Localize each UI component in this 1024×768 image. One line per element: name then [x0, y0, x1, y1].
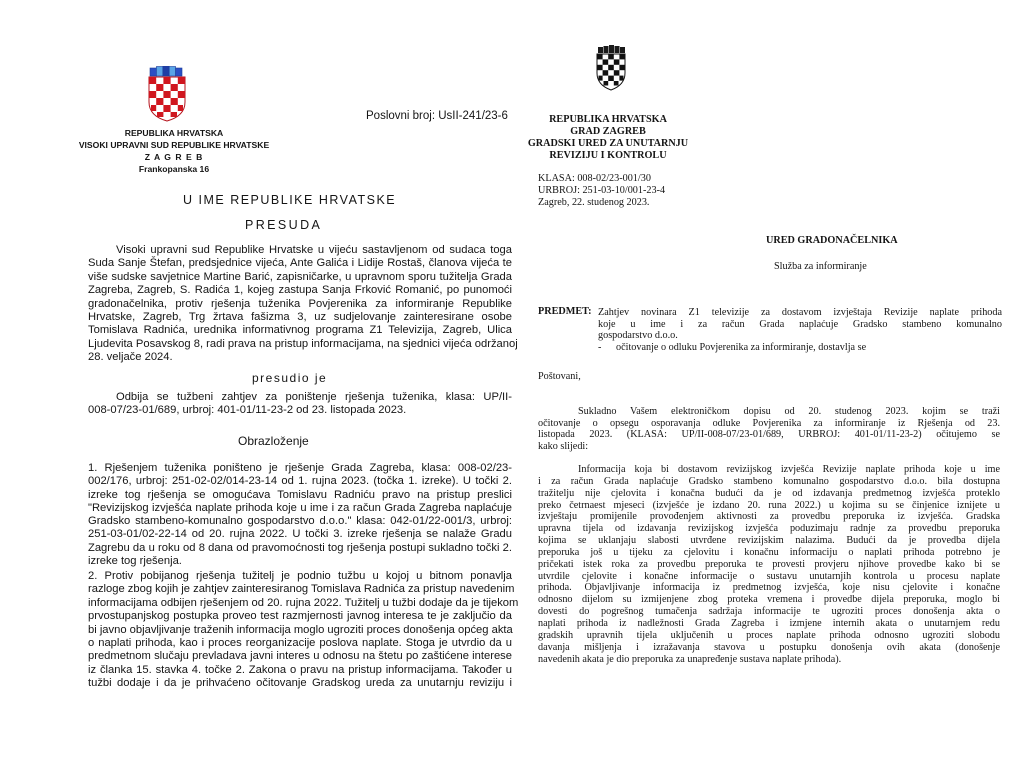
reasoning-line: 251-03-01/02-22-14 od 20. rujna 2022. U točki 3. izreke rješenja se nalaže Gradu — [88, 528, 512, 541]
letter-body-line: davanja mišljenja i izražavanja stavova u postupku donošenja ovih akata (donošenje — [538, 641, 1000, 653]
recipient-office: URED GRADONAČELNIKA — [766, 235, 898, 246]
office-header-line-4: REVIZIJU I KONTROLU — [549, 150, 667, 161]
recipient-service: Služba za informiranje — [774, 261, 867, 272]
intro-line: Tomislava Radnića, urednika informativnog programa Z1 Televizija, Zagreb, Ulica — [88, 324, 512, 337]
verdict-paragraph — [116, 391, 512, 404]
title-judgment: PRESUDA — [245, 218, 323, 232]
court-header-line-3: Z A G R E B — [144, 152, 204, 162]
letter-body-line: tražitelju nije cjelovita i konačna budući da je od izdavanja predmetnog izvješća proteklo — [538, 487, 1000, 499]
letter-intro-paragraph — [538, 406, 1000, 452]
subject-line: gospodarstvo d.o.o. — [598, 330, 678, 342]
letter-intro-line: listopada 2023. (KLASA: UP/II-008-07/23-01/689, URBROJ: 401-01/11-23-2) očitujemo se — [538, 429, 1000, 441]
subject-bullet-dash: - — [598, 342, 602, 353]
class-number: KLASA: 008-02/23-001/30 — [538, 173, 651, 184]
court-header-line-2: VISOKI UPRAVNI SUD REPUBLIKE HRVATSKE — [78, 140, 270, 150]
letter-body-line: naplati prihoda iz nadležnosti Grada Zagreba i izmjene internih akata o unutarnjem redu — [538, 617, 1000, 629]
reasoning-line: predmetnom slučaju prevladava javni interes u odnosu na štetu po zaštićene interese — [88, 650, 512, 663]
reasoning-line: prvostupanjskog postupka proveo test razmjernosti javnog interesa te je zaključio da — [88, 610, 512, 623]
letter-body-line: pričekati istek roka za provedbu preporuka te provesti provjeru njihove provedbe kako bi se — [538, 558, 1000, 570]
letter-intro-line: očitovanje o opsegu osporavanja odluke Povjerenika za informiranje iz Rješenja od 23. — [538, 417, 1000, 429]
letter-intro-line: kako slijedi: — [538, 440, 589, 452]
office-header-line-2: GRAD ZAGREB — [570, 126, 646, 137]
office-header-line-1: REPUBLIKA HRVATSKA — [549, 114, 667, 125]
reasoning-line: 1. Rješenjem tuženika poništeno je rješenje Grada Zagreba, klasa: 008-02/23- — [88, 462, 512, 474]
subject-text — [598, 307, 1002, 342]
letter-body-line: navedenih akata je dio preporuka za unapređenje sustava naplate prihoda). — [538, 653, 842, 665]
letter-body-line: odnosno dijelom su izmijenjene zbog proteka vremena i provedbe dijela preporuka, moglo bi — [538, 594, 1000, 606]
reasoning-line: razloge zbog kojih je zahtjev zainteresiranog Tomislava Radnića za pristup navedenim — [88, 583, 515, 596]
case-number: Poslovni broj: UsII-241/23-6 — [366, 110, 508, 122]
intro-line: Zagreba, Zagreb, S. Radića 1, kojeg zastupa Sanja Frković Romanić, po punomoći — [88, 284, 512, 297]
intro-line: Ljudevita Posavskog 8, radi prava na pristup informacijama, na sjednici vijeća održanoj — [88, 337, 518, 350]
letter-body-line: prihoda. Objavljivanje informacija iz predmetnog izvješća, koje nisu cjelovite i konačne — [538, 582, 1000, 594]
ruled-heading: presudio je — [252, 371, 328, 385]
reasoning-paragraph-1 — [88, 462, 512, 568]
registry-number: URBROJ: 251-03-10/001-23-4 — [538, 185, 666, 196]
letter-body-line: upravna tijela od izdavanja revizijskog izvješća poduzimaju radnje za provedbu preporuka — [538, 523, 1000, 535]
reasoning-paragraph-2 — [88, 570, 519, 691]
subject-line: koje u ime i za račun Grada naplaćuje Gradsko stambeno komunalno — [598, 318, 1002, 330]
letter-body-line: gradskih upravnih tijela uključenih u proces naplate prihoda odnosno ugroziti slobodu — [538, 629, 1000, 641]
reasoning-line: Gradsko stambeno-komunalno gospodarstvo d.o.o." klasa: 042-01/22-001/3, urbroj: — [88, 515, 512, 528]
intro-line: Visoki upravni sud Republike Hrvatske u vijeću sastavljenom od sudaca toga — [116, 244, 512, 256]
letter-body-line: preporuka još u tijeku za cjelovitu i konačnu informaciju o naplati prihoda potrebno je — [538, 546, 1000, 558]
intro-line: 28. veljače 2024. — [88, 351, 173, 364]
reasoning-heading: Obrazloženje — [238, 434, 309, 448]
city-audit-letter-page — [518, 0, 1024, 768]
reasoning-line: bi javno objavljivanje traženih informacija moglo ugroziti proces donošenja općeg akta — [88, 623, 513, 636]
letter-body-line: i za račun Grada naplaćuje Gradsko stambeno komunalno gospodarstvo d.o.o. bila dostupna — [538, 475, 1000, 487]
letter-body-line: izvještaju promijenile provođenjem aktivnosti za provedbu preporuka iz izvješća. Gradska — [538, 511, 1000, 523]
reasoning-line: 002/176, urbroj: 251-02-02/014-23-14 od 1. rujna 2023. (točka 1. izreke). U točki 2. — [88, 475, 512, 488]
letter-body-line: preko četrnaest mjeseci (izvješće je izdano 20. runa 2022.) u kojima su se činjenice iznijete u — [538, 499, 1000, 511]
croatian-coat-of-arms-icon — [147, 66, 187, 122]
reasoning-line: iz članka 15. stavka 4. točke 2. Zakona o pravu na pristup informacijama. Također u — [88, 663, 512, 676]
subject-label: PREDMET: — [538, 306, 592, 317]
intro-line: Hrvatske, Zagreb, Trg žrtava fašizma 3, uz sudjelovanje zainteresirane osobe — [88, 311, 512, 324]
intro-line: više sudske savjetnice Martine Barić, zapisničarke, u upravnom sporu tužitelja Grada — [88, 270, 512, 283]
subject-bullet: očitovanje o odluku Povjerenika za informiranje, dostavlja se — [616, 342, 867, 353]
reasoning-line: izreke tog rješenja. — [88, 555, 182, 568]
reasoning-line: o naplati prihoda, kao i proces reorganizacije poslova naplate. Stoga je utvrdio da u — [88, 637, 512, 650]
reasoning-line: 2. Protiv pobijanog rješenja tužitelj je podnio tužbu u kojoj u bitnom ponavlja — [88, 570, 512, 582]
reasoning-line: informacijama odbijen rješenjem od 20. rujna 2022. Tužitelj u tužbi dodaje da je tijekom — [88, 596, 519, 609]
greeting: Poštovani, — [538, 371, 581, 382]
coat-of-arms-bw-icon — [596, 45, 626, 91]
subject-line: Zahtjev novinara Z1 televizije za dostavom izvještaja Revizije naplate prihoda — [598, 307, 1002, 318]
court-header-line-1: REPUBLIKA HRVATSKA — [124, 128, 224, 138]
verdict-line: 008-07/23-01/689, urbroj: 401-01/11-23-2 od 23. listopada 2023. — [88, 404, 407, 416]
letter-date: Zagreb, 22. studenog 2023. — [538, 197, 650, 208]
letter-intro-line: Sukladno Vašem elektroničkom dopisu od 20. studenog 2023. kojim se traži — [578, 406, 1000, 417]
office-header-line-3: GRADSKI URED ZA UNUTARNJU — [527, 138, 689, 149]
letter-body-paragraph — [538, 464, 1000, 665]
reasoning-line: Zagrebu da u roku od 8 dana od pravomoćnosti tog rješenja postupi sukladno točki 2. — [88, 541, 512, 554]
letter-body-line: dovesti do pogrešnog tumačenja sadržaja informacije te ugroziti proces donošenja akta o — [538, 606, 1000, 618]
court-header-line-4: Frankopanska 16 — [138, 164, 210, 174]
intro-line: gradonačelnika, protiv rješenja tuženika Povjerenika za informiranje Republike — [88, 297, 512, 310]
intro-paragraph — [88, 244, 518, 365]
reasoning-line: tužbi dodaje i da je prihvaćeno očitovanje Gradskog ureda za unutarnju reviziju i — [88, 677, 512, 690]
reasoning-line: "Revizijskog izvješća naplate prihoda koje u ime i za račun Grada Zagreba naplaćuje — [88, 501, 512, 514]
letter-body-line: kojima se uklanjaju slabosti utvrđene revizijskim nalazima. Budući da je provedba dijela — [538, 535, 1000, 547]
verdict-line: Odbija se tužbeni zahtjev za poništenje rješenja tuženika, klasa: UP/II- — [116, 391, 512, 403]
intro-line: Suda Sanje Štefan, predsjednice vijeća, Ante Galića i Lidije Rostaš, članova vijeća te — [88, 257, 512, 270]
letter-body-line: utvrdile cjelovite i konačne informacije o sustavu unutarnjih kontrola u procesu naplate — [538, 570, 1000, 582]
reasoning-line: izreke tog rješenja se omogućava Tomislavu Radniću pravo na pristup preslici — [88, 488, 512, 501]
letter-body-line: Informacija koja bi dostavom revizijskog izvješća Revizije naplate prihoda koje u ime — [578, 464, 1000, 475]
verdict-paragraph-cont — [88, 404, 512, 417]
title-in-name-of-republic: U IME REPUBLIKE HRVATSKE — [183, 193, 397, 207]
